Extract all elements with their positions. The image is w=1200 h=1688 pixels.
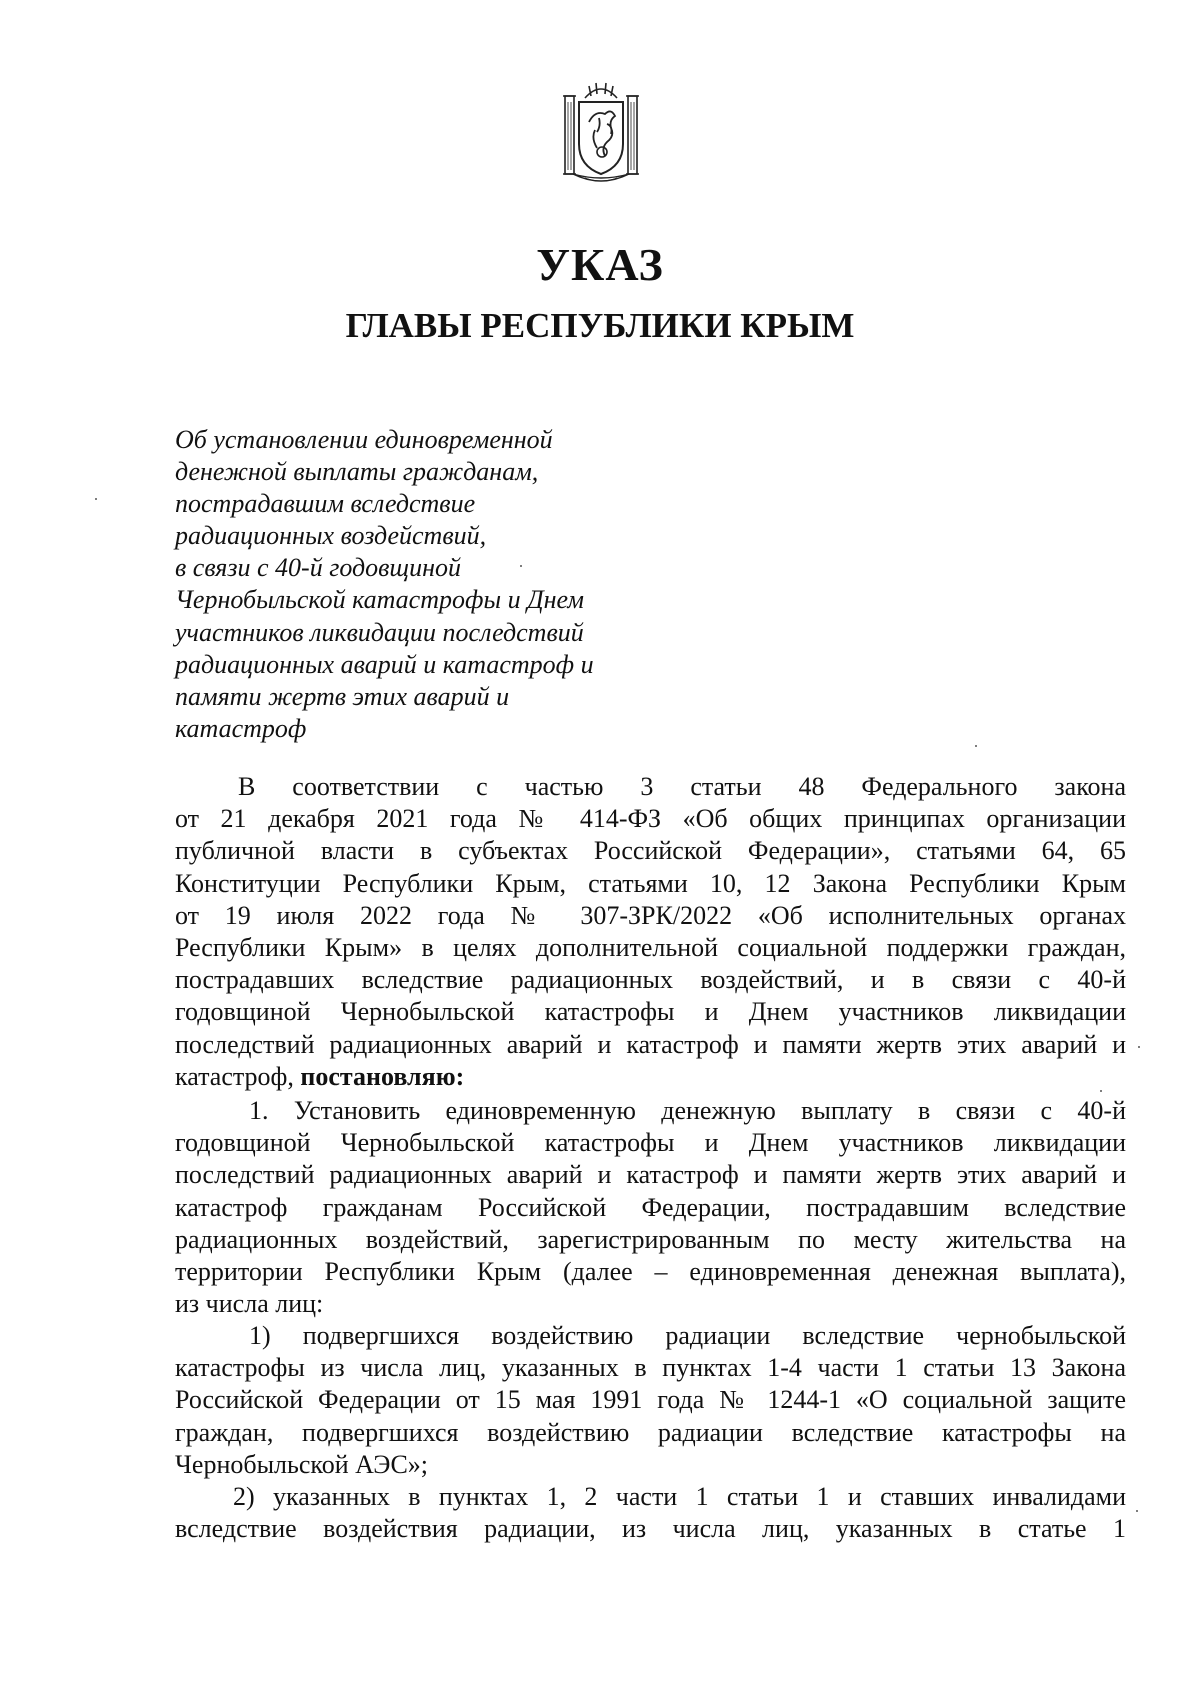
item-1-line: из числа лиц: [175, 1289, 324, 1319]
preamble-line [175, 1061, 1126, 1093]
subject-line: радиационных аварий и катастроф и [175, 649, 594, 679]
subitem-1-line: граждан, подвергшихся воздействию радиации вследствие катастрофы на [175, 1417, 1126, 1447]
document-subtitle: ГЛАВЫ РЕСПУБЛИКИ КРЫМ [345, 306, 855, 345]
preamble-line: годовщиной Чернобыльской катастрофы и Днем участников ликвидации [175, 997, 1126, 1027]
preamble-line: последствий радиационных аварий и катастроф и памяти жертв этих аварий и [175, 1029, 1126, 1059]
item-1-line: территории Республики Крым (далее – единовременная денежная выплата), [175, 1257, 1126, 1287]
scan-speck [95, 498, 97, 500]
subitem-1-paragraph [175, 1320, 1126, 1481]
subitem-2-line: вследствие воздействия радиации, из числа лиц, указанных в статье 1 [175, 1514, 1126, 1544]
subject-line: в связи с 40-й годовщиной [175, 553, 461, 583]
scan-speck [1100, 1090, 1102, 1092]
decree-word: постановляю: [300, 1061, 465, 1091]
preamble-line: от 19 июля 2022 года № 307-ЗРК/2022 «Об исполнительных органах [175, 900, 1126, 930]
subitem-1-line: 1) подвергшихся воздействию радиации вследствие чернобыльской [249, 1321, 1126, 1350]
item-1-line: 1. Установить единовременную денежную выплату в связи с 40-й [249, 1096, 1126, 1125]
subject-line: денежной выплаты гражданам, [175, 457, 539, 487]
scan-speck [1138, 1046, 1140, 1048]
preamble-line: пострадавших вследствие радиационных воздействий, и в связи с 40-й [175, 965, 1126, 995]
decree-subject [175, 424, 655, 745]
subitem-1-line: катастрофы из числа лиц, указанных в пунктах 1-4 части 1 статьи 13 Закона [175, 1353, 1126, 1383]
document-title: УКАЗ [536, 239, 664, 290]
subitem-1-line: Российской Федерации от 15 мая 1991 года № 1244-1 «О социальной защите [175, 1385, 1126, 1415]
subject-line: Чернобыльской катастрофы и Днем [175, 585, 584, 615]
subject-line: Об установлении единовременной [175, 425, 553, 454]
item-1-line: годовщиной Чернобыльской катастрофы и Днем участников ликвидации [175, 1128, 1126, 1158]
item-1-paragraph [175, 1095, 1126, 1320]
coat-of-arms-emblem [555, 78, 647, 188]
preamble-line: публичной власти в субъектах Российской Федерации», статьями 64, 65 [175, 836, 1126, 866]
preamble-paragraph [175, 771, 1126, 1093]
subitem-2-line: 2) указанных в пунктах 1, 2 части 1 статьи 1 и ставших инвалидами [233, 1482, 1126, 1511]
preamble-last-text: катастроф, [175, 1061, 294, 1091]
subject-line: радиационных воздействий, [175, 521, 487, 551]
subject-line: участников ликвидации последствий [175, 617, 584, 647]
subject-line: памяти жертв этих аварий и [175, 681, 510, 711]
item-1-line: катастроф гражданам Российской Федерации, пострадавшим вследствие [175, 1192, 1126, 1222]
subitem-1-line: Чернобыльской АЭС»; [175, 1449, 429, 1479]
subject-line: пострадавшим вследствие [175, 489, 476, 519]
preamble-line: Конституции Республики Крым, статьями 10, 12 Закона Республики Крым [175, 868, 1126, 898]
scan-speck [520, 565, 522, 567]
subitem-2-paragraph [175, 1481, 1126, 1545]
item-1-line: радиационных воздействий, зарегистрированным по месту жительства на [175, 1224, 1126, 1254]
scan-speck [1136, 1510, 1138, 1512]
preamble-line: от 21 декабря 2021 года № 414-ФЗ «Об общих принципах организации [175, 804, 1126, 834]
scan-speck [975, 745, 977, 747]
item-1-line: последствий радиационных аварий и катастроф и памяти жертв этих аварий и [175, 1160, 1126, 1190]
subject-line: катастроф [175, 713, 307, 743]
preamble-line: В соответствии с частью 3 статьи 48 Федерального закона [238, 772, 1126, 801]
preamble-line: Республики Крым» в целях дополнительной социальной поддержки граждан, [175, 933, 1126, 963]
